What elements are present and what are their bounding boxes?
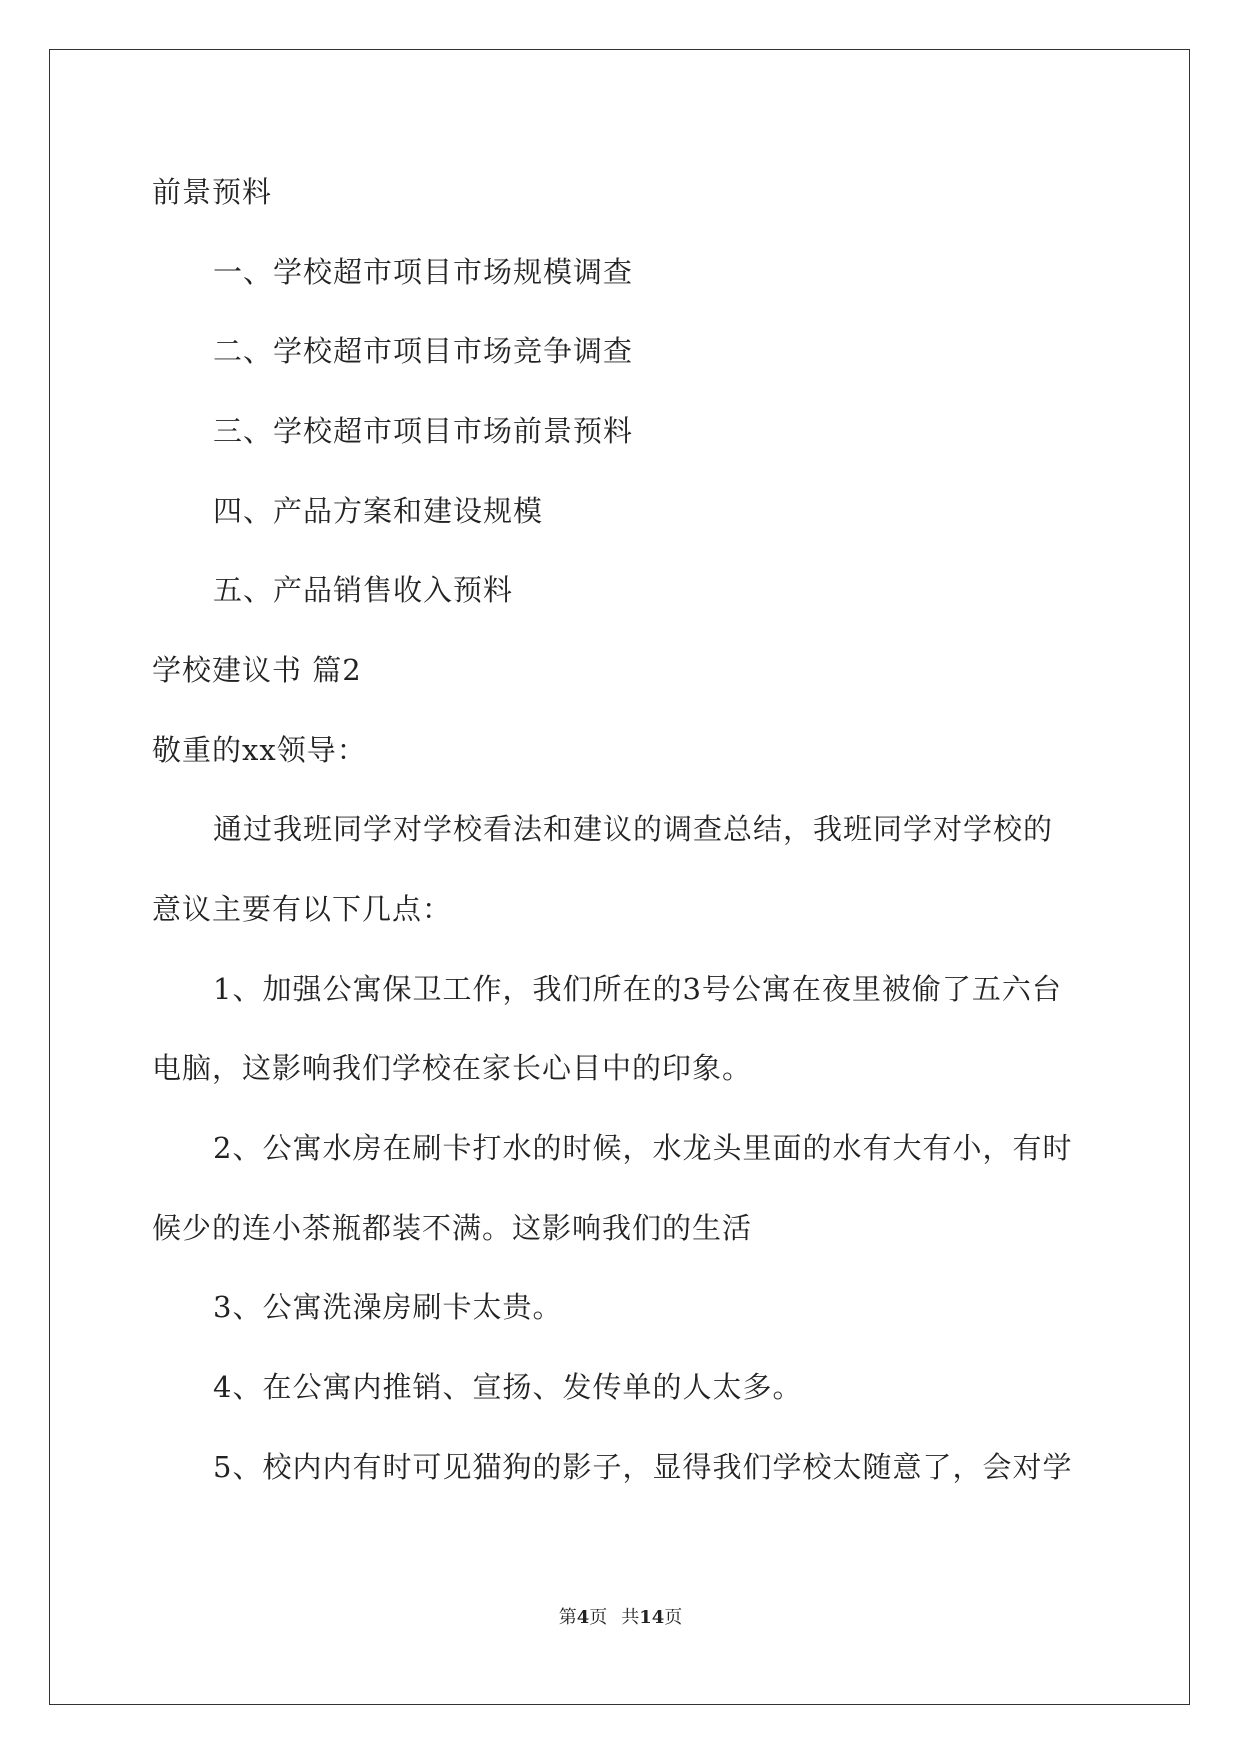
page-suffix: 页 [589, 1607, 608, 1628]
paragraph-line: 电脑，这影响我们学校在家长心目中的印象。 [152, 1051, 753, 1085]
list-item: 二、学校超市项目市场竞争调查 [213, 334, 634, 368]
current-page-number: 4 [576, 1607, 590, 1628]
list-item: 五、产品销售收入预料 [213, 573, 514, 607]
list-item: 一、学校超市项目市场规模调查 [213, 255, 634, 289]
list-item: 四、产品方案和建设规模 [213, 494, 544, 528]
salutation: 敬重的xx领导： [152, 733, 367, 767]
heading-outlook: 前景预料 [152, 175, 273, 209]
paragraph-line: 候少的连小茶瓶都装不满。这影响我们的生活 [152, 1211, 753, 1245]
total-prefix: 共 [621, 1607, 640, 1628]
total-pages-number: 14 [639, 1607, 665, 1628]
section-title: 学校建议书 篇2 [152, 653, 362, 687]
total-suffix: 页 [664, 1607, 683, 1628]
paragraph-line: 3、公寓洗澡房刷卡太贵。 [213, 1290, 563, 1324]
paragraph-line: 通过我班同学对学校看法和建议的调查总结，我班同学对学校的 [213, 812, 1054, 846]
list-item: 三、学校超市项目市场前景预料 [213, 414, 634, 448]
paragraph-line: 5、校内内有时可见猫狗的影子，显得我们学校太随意了，会对学 [213, 1450, 1073, 1484]
paragraph-line: 1、加强公寓保卫工作，我们所在的3号公寓在夜里被偷了五六台 [213, 972, 1062, 1006]
paragraph-line: 意议主要有以下几点： [152, 892, 453, 926]
paragraph-line: 4、在公寓内推销、宣扬、发传单的人太多。 [213, 1370, 803, 1404]
paragraph-line: 2、公寓水房在刷卡打水的时候，水龙头里面的水有大有小，有时 [213, 1131, 1073, 1165]
page-footer [0, 1606, 1241, 1630]
page-prefix: 第 [558, 1607, 577, 1628]
